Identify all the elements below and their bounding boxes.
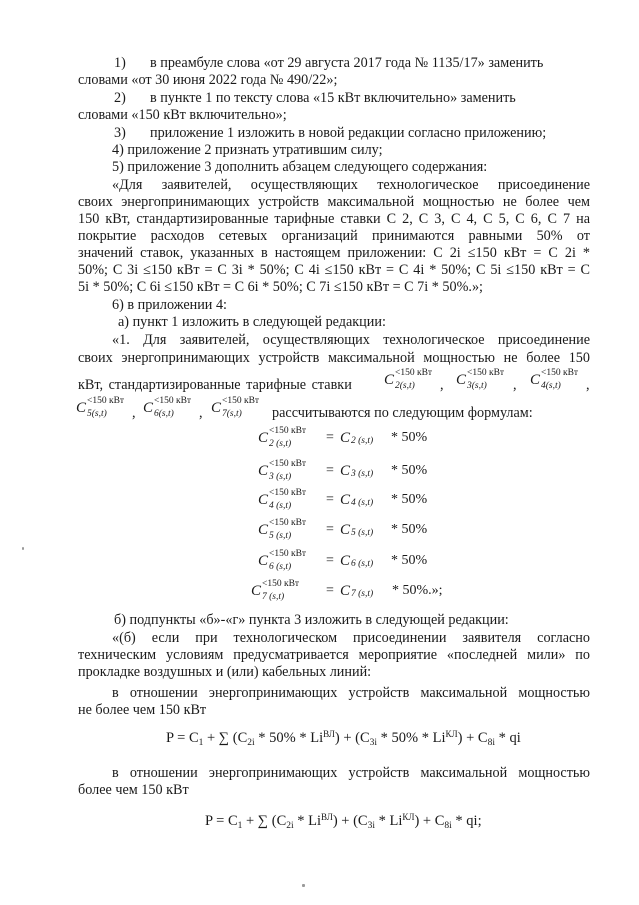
point-c-line-2: не более чем 150 кВт: [78, 702, 207, 718]
item-2-text-cont: словами «150 кВт включительно»;: [78, 107, 287, 123]
symbol-c7: C <150 кВт 7(s,t): [211, 396, 260, 419]
formula-c5: C <150 кВт 5 (s,t) = C 5 (s,t) * 50%: [258, 518, 428, 541]
quote-line-7: 5i * 50%; С 6i ≤150 кВт = С 6i * 50%; С 7i ≤150 кВт = С 7i * 50%.»;: [78, 279, 483, 295]
item-1-text: в преамбуле слова «от 29 августа 2017 года № 1135/17» заменить: [150, 55, 544, 71]
quote-line-6: 50%; С 3i ≤150 кВт = С 3i * 50%; С 4i ≤150 кВт = С 4i * 50%; С 5i ≤150 кВт = С: [78, 262, 590, 278]
point-b-line-1: «(б) если при технологическом присоединении заявителя согласно: [112, 630, 590, 646]
item-2-number: 2): [114, 90, 126, 106]
scan-speck: [302, 884, 305, 887]
item-5-text: 5) приложение 3 дополнить абзацем следующего содержания:: [112, 159, 488, 175]
formula-p-over-150: P = C1 + ∑ (C2i * LiВЛ) + (C3i * LiКЛ) + C8i * qi;: [205, 812, 482, 831]
item-2-text: в пункте 1 по тексту слова «15 кВт включительно» заменить: [150, 90, 516, 106]
point-c-line-1: в отношении энергопринимающих устройств максимальной мощностью: [112, 685, 590, 701]
item-1-text-cont: словами «от 30 июня 2022 года № 490/22»;: [78, 72, 338, 88]
formula-c6: C <150 кВт 6 (s,t) = C 6 (s,t) * 50%: [258, 549, 428, 572]
item-3-text: приложение 1 изложить в новой редакции согласно приложению;: [150, 125, 547, 141]
formula-p-up-to-150: P = C1 + ∑ (C2i * 50% * LiВЛ) + (C3i * 50% * LiКЛ) + C8i * qi: [166, 729, 521, 748]
comma-5: ,: [199, 405, 203, 421]
formula-c3: C <150 кВт 3 (s,t) = C 3 (s,t) * 50%: [258, 459, 428, 482]
point-d-line-1: в отношении энергопринимающих устройств максимальной мощностью: [112, 765, 590, 781]
point-1-line-2: своих энергопринимающих устройств максимальной мощностью не более 150: [78, 350, 590, 366]
symbol-c5: C <150 кВт 5(s,t): [76, 396, 125, 419]
comma-2: ,: [513, 377, 517, 393]
item-4-text: 4) приложение 2 признать утратившим силу;: [112, 142, 383, 158]
formula-c7: C <150 кВт 7 (s,t) = C 7 (s,t) * 50%.»;: [251, 579, 443, 602]
quote-line-3: 150 кВт, стандартизированные тарифные ставки С 2, С 3, С 4, С 5, С 6, С 7 на: [78, 211, 590, 227]
point-b-line-3: прокладке воздушных и (или) кабельных линий:: [78, 664, 372, 680]
comma-1: ,: [440, 377, 444, 393]
point-1-line-1: «1. Для заявителей, осуществляющих технологическое присоединение: [112, 332, 590, 348]
item-1-number: 1): [114, 55, 126, 71]
formula-c4: C <150 кВт 4 (s,t) = C 4 (s,t) * 50%: [258, 488, 428, 511]
formula-c2: C <150 кВт 2 (s,t) = C 2 (s,t) * 50%: [258, 426, 428, 449]
symbol-c3: C <150 кВт 3(s,t): [456, 368, 505, 391]
item-6b-text: б) подпункты «б»-«г» пункта 3 изложить в следующей редакции:: [114, 612, 509, 628]
point-1-line-4: рассчитываются по следующим формулам:: [272, 405, 533, 421]
symbol-c4: C <150 кВт 4(s,t): [530, 368, 579, 391]
point-d-line-2: более чем 150 кВт: [78, 782, 189, 798]
quote-line-5: значений ставок, указанных в настоящем приложении: С 2i ≤150 кВт = С 2i *: [78, 245, 590, 261]
quote-line-2: своих энергопринимающих устройств максимальной мощностью не более чем: [78, 194, 590, 210]
point-1-line-3: кВт, стандартизированные тарифные ставки: [78, 377, 352, 393]
quote-line-1: «Для заявителей, осуществляющих технологическое присоединение: [112, 177, 590, 193]
quote-line-4: покрытие расходов сетевых организаций принимаются равными 50% от: [78, 228, 590, 244]
symbol-c2: C <150 кВт 2(s,t): [384, 368, 433, 391]
item-3-number: 3): [114, 125, 126, 141]
comma-3: ,: [586, 377, 590, 393]
scan-speck: [22, 547, 24, 550]
point-b-line-2: техническим условиям предусматривается мероприятие «последней мили» по: [78, 647, 590, 663]
symbol-c6: C <150 кВт 6(s,t): [143, 396, 192, 419]
item-6-text: 6) в приложении 4:: [112, 297, 227, 313]
comma-4: ,: [132, 405, 136, 421]
item-6a-text: а) пункт 1 изложить в следующей редакции:: [118, 314, 386, 330]
